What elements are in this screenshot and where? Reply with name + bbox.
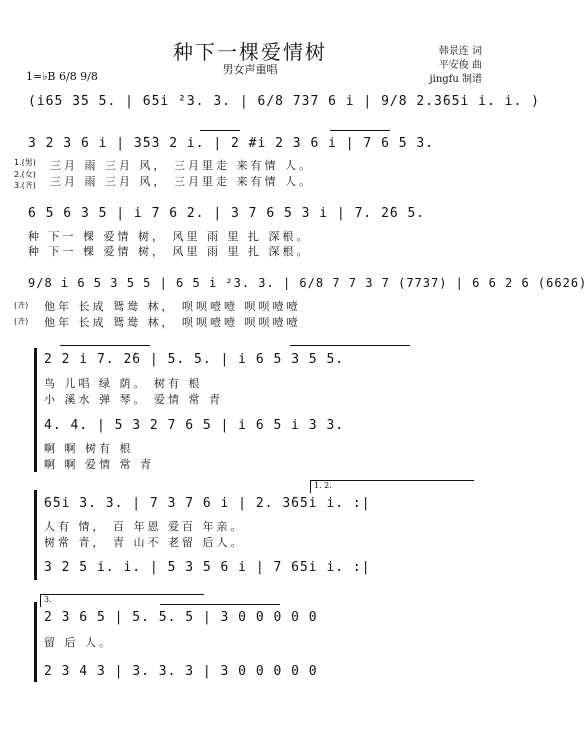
coda-lower-notes: 2 3 4 3 | 3. 3. 3 | 3 0 0 0 0 0 <box>44 664 318 679</box>
verse-notes: 3 2 3 6 i | 3̇5̇3 2 i. | 2 #i 2 3 6 i | 7 6 5 3. <box>28 136 435 151</box>
page-subtitle: 男女声重唱 <box>222 63 278 76</box>
bridge-lyric-line-1: 他年 长成 鸳鸯 林， 呗呗噎噎 呗呗噎噎 <box>44 300 301 313</box>
voice-label-all: 3.(齐) <box>14 181 36 190</box>
chorus-upper-lyric-1: 鸟 儿唱 绿 荫。 树有 根 <box>44 377 203 390</box>
intro-notes: (i65 3̇5 5. | 6̇5i ²3. 3. | 6/8 737 6 i | 9/8 2.3̇65i i. i. ) <box>28 94 540 109</box>
slur-line <box>60 345 150 346</box>
coda-lyric: 留 后 人。 <box>44 636 113 649</box>
system-brace-3 <box>34 602 37 682</box>
ending-upper-notes: 6̇5i 3. 3. | 7 3 7 6 i | 2. 3̇65i i. :| <box>44 496 371 511</box>
volta-bracket-3: 3. <box>40 594 204 607</box>
chorus-upper-lyric-2: 小 溪水 弹 琴。 爱情 常 青 <box>44 393 223 406</box>
system-brace-2 <box>34 490 37 580</box>
slur-line <box>200 130 240 131</box>
key-signature: 1=♭B 6/8 9/8 <box>26 70 98 83</box>
ending-lyric-line-1: 人有 情， 百 年恩 爱百 年亲。 <box>44 520 245 533</box>
bridge-notes: 9/8 i 6 5 3 5 5 | 6 5 i ²3. 3. | 6/8 7 7 3 7 (7737) | 6 6 2 6 (6626) <box>28 276 587 290</box>
bridge-lyric-line-2: 他年 长成 鸳鸯 林， 呗呗噎噎 呗呗噎噎 <box>44 316 301 329</box>
chorus-upper-notes: 2 2 i 7. 2̇6 | 5. 5. | i 6 5 3 5 5. <box>44 352 345 367</box>
coda-upper-notes: 2 3 6 5 | 5. 5. 5 | 3 0 0 0 0 0 <box>44 610 318 625</box>
ending-lyric-line-2: 树常 青， 青 山不 老留 后人。 <box>44 536 245 549</box>
voice-label-male: 1.(男) <box>14 158 36 167</box>
lyricist-credit: 韩景连 词 <box>438 46 482 57</box>
chorus-lower-lyric-2: 啊 啊 爱情 常 青 <box>44 458 154 471</box>
verse-lyric-line-1: 三月 雨 三月 风， 三月里走 来有情 人。 <box>50 159 313 172</box>
system-brace <box>34 348 37 472</box>
verse2-lyric-line-2: 种 下一 棵 爱情 树， 风里 雨 里 扎 深根。 <box>28 245 311 258</box>
slur-line <box>160 604 280 605</box>
slur-line <box>330 130 390 131</box>
page-title: 种下一棵爱情树 <box>173 40 327 64</box>
volta-bracket-1-2: 1. 2. <box>310 480 474 493</box>
chorus-lower-notes: 4. 4. | 5 3 2 7 6 5 | i 6 5 i 3 3. <box>44 418 345 433</box>
verse2-notes: 6 5 6 3 5 | i 7 6 2. | 3 7 6 5 3 i | 7. 2̇6 5. <box>28 206 426 221</box>
ending-lower-notes: 3 2 5 i. i. | 5 3 5 6 i | 7 65i i. :| <box>44 560 371 575</box>
chorus-lower-lyric-1: 啊 啊 树有 根 <box>44 442 134 455</box>
verse-lyric-line-2: 三月 雨 三月 风， 三月里走 来有情 人。 <box>50 175 313 188</box>
slur-line <box>290 345 410 346</box>
composer-credit: 平安俊 曲 <box>438 60 482 71</box>
verse2-lyric-line-1: 种 下一 棵 爱情 树， 风里 雨 里 扎 深根。 <box>28 230 311 243</box>
transcriber-credit: jingfu 制谱 <box>429 74 482 85</box>
voice-label-female: 2.(女) <box>14 170 36 179</box>
voice-label-all-3: (齐) <box>14 317 29 326</box>
voice-label-all-2: (齐) <box>14 301 29 310</box>
